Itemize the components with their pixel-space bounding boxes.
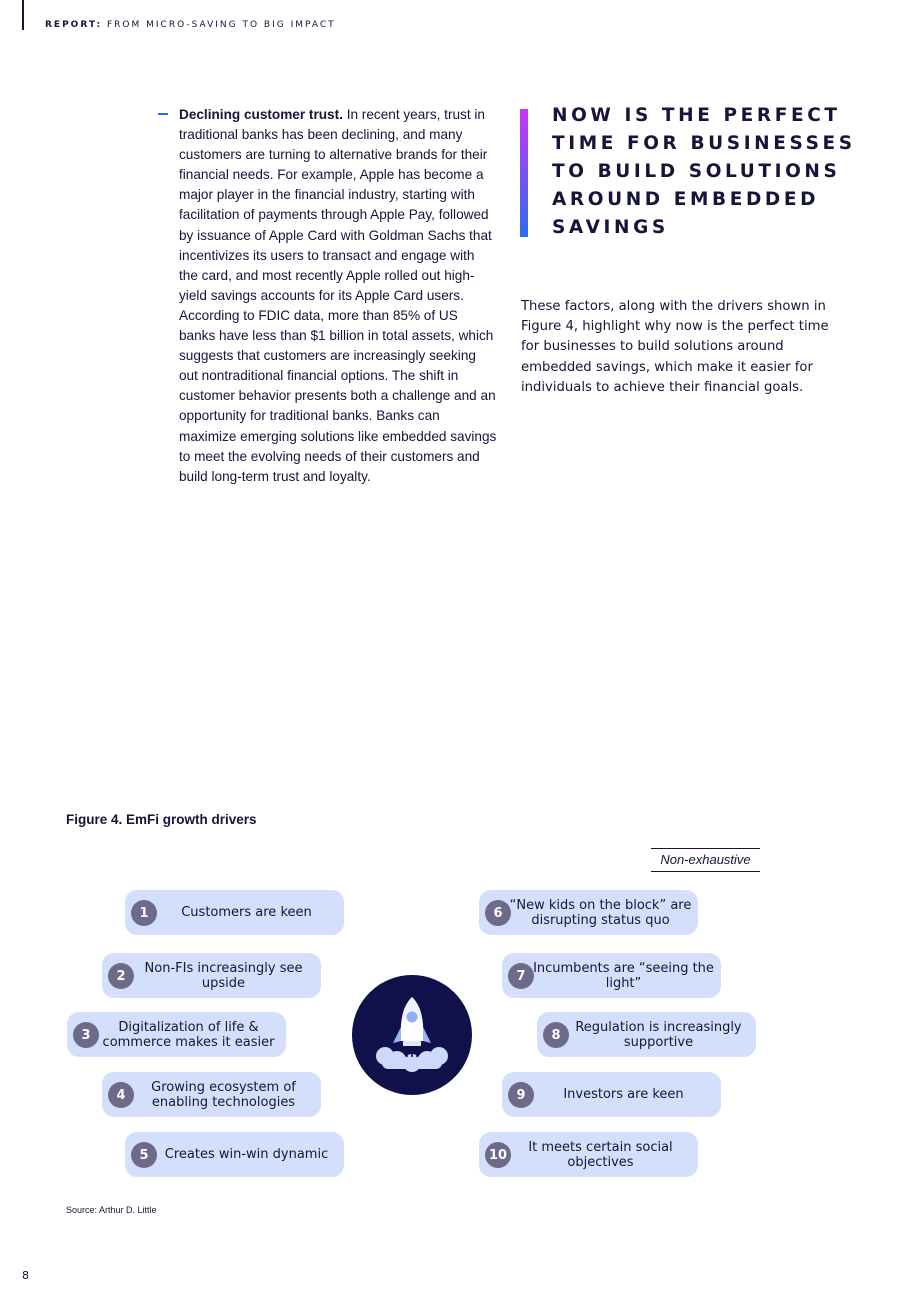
driver-number-badge: 9 <box>508 1082 534 1108</box>
figure-title: Figure 4. EmFi growth drivers <box>66 812 257 827</box>
bullet-dash <box>158 113 168 115</box>
driver-pill-7 <box>502 953 721 998</box>
driver-label: Customers are keen <box>181 905 312 920</box>
driver-label: Non-FIs increasingly see upside <box>144 960 303 991</box>
driver-label: Regulation is increasingly supportive <box>575 1019 742 1050</box>
driver-label: It meets certain social objectives <box>528 1139 673 1170</box>
driver-number-badge: 2 <box>108 963 134 989</box>
pull-quote: NOW IS THE PERFECT TIME FOR BUSINESSES TO BUILD SOLUTIONS AROUND EMBEDDED SAVINGS <box>552 105 856 238</box>
driver-label: Creates win-win dynamic <box>164 1147 329 1162</box>
driver-pill-10 <box>479 1132 698 1177</box>
driver-label: Investors are keen <box>563 1087 684 1102</box>
header-label-rest: FROM MICRO-SAVING TO BIG IMPACT <box>102 20 336 30</box>
page-number: 8 <box>22 1269 29 1282</box>
right-paragraph: These factors, along with the drivers shown in Figure 4, highlight why now is the perfect time for businesses to build solutions around embedded savings, which make it easier for individuals to achieve their financial goals. <box>521 299 829 395</box>
rocket-icon <box>352 975 472 1095</box>
driver-pill-3 <box>67 1012 286 1057</box>
driver-pill-4 <box>102 1072 321 1117</box>
driver-number-badge: 6 <box>485 900 511 926</box>
driver-pill-8 <box>537 1012 756 1057</box>
header-accent-bar <box>22 0 24 30</box>
figure-source: Source: Arthur D. Little <box>66 1205 157 1215</box>
driver-number-badge: 4 <box>108 1082 134 1108</box>
bullet-title: Declining customer trust. <box>179 107 343 122</box>
driver-pill-1 <box>125 890 344 935</box>
driver-label: Growing ecosystem of enabling technologies <box>151 1079 296 1110</box>
bullet-body: In recent years, trust in traditional banks has been declining, and many customers are turning to alternative brands for their financial needs. For example, Apple has become a major player in the financial industry, starting with facilitation of payments through Apple Pay, followed by issuance of Apple Card with Goldman Sachs that incentivizes its users to transact and engage with the card, and most recently Apple rolled out high-yield savings accounts for its Apple Card users. According to FDIC data, more than 85% of US banks have less than $1 billion in total assets, which suggests that customers are increasingly seeking out nontraditional financial options. The shift in customer behavior presents both a challenge and an opportunity for traditional banks. Banks can maximize emerging solutions like embedded savings to meet the evolving needs of their customers and build long-term trust and loyalty. <box>179 107 497 484</box>
driver-label: “New kids on the block” are disrupting status quo <box>509 897 692 928</box>
driver-pill-9 <box>502 1072 721 1117</box>
driver-number-badge: 8 <box>543 1022 569 1048</box>
driver-number-badge: 1 <box>131 900 157 926</box>
driver-number-badge: 7 <box>508 963 534 989</box>
bullet-paragraph <box>179 105 497 487</box>
driver-number-badge: 10 <box>485 1142 511 1168</box>
driver-number-badge: 3 <box>73 1022 99 1048</box>
driver-pill-2 <box>102 953 321 998</box>
driver-number-badge: 5 <box>131 1142 157 1168</box>
non-exhaustive-tag: Non-exhaustive <box>651 848 760 872</box>
driver-pill-5 <box>125 1132 344 1177</box>
driver-label: Incumbents are “seeing the light” <box>533 960 714 991</box>
report-header <box>45 20 336 30</box>
driver-label: Digitalization of life & commerce makes it easier <box>102 1019 275 1050</box>
pull-quote-accent-bar <box>520 109 528 237</box>
driver-pill-6 <box>479 890 698 935</box>
header-label-bold: REPORT: <box>45 20 103 30</box>
